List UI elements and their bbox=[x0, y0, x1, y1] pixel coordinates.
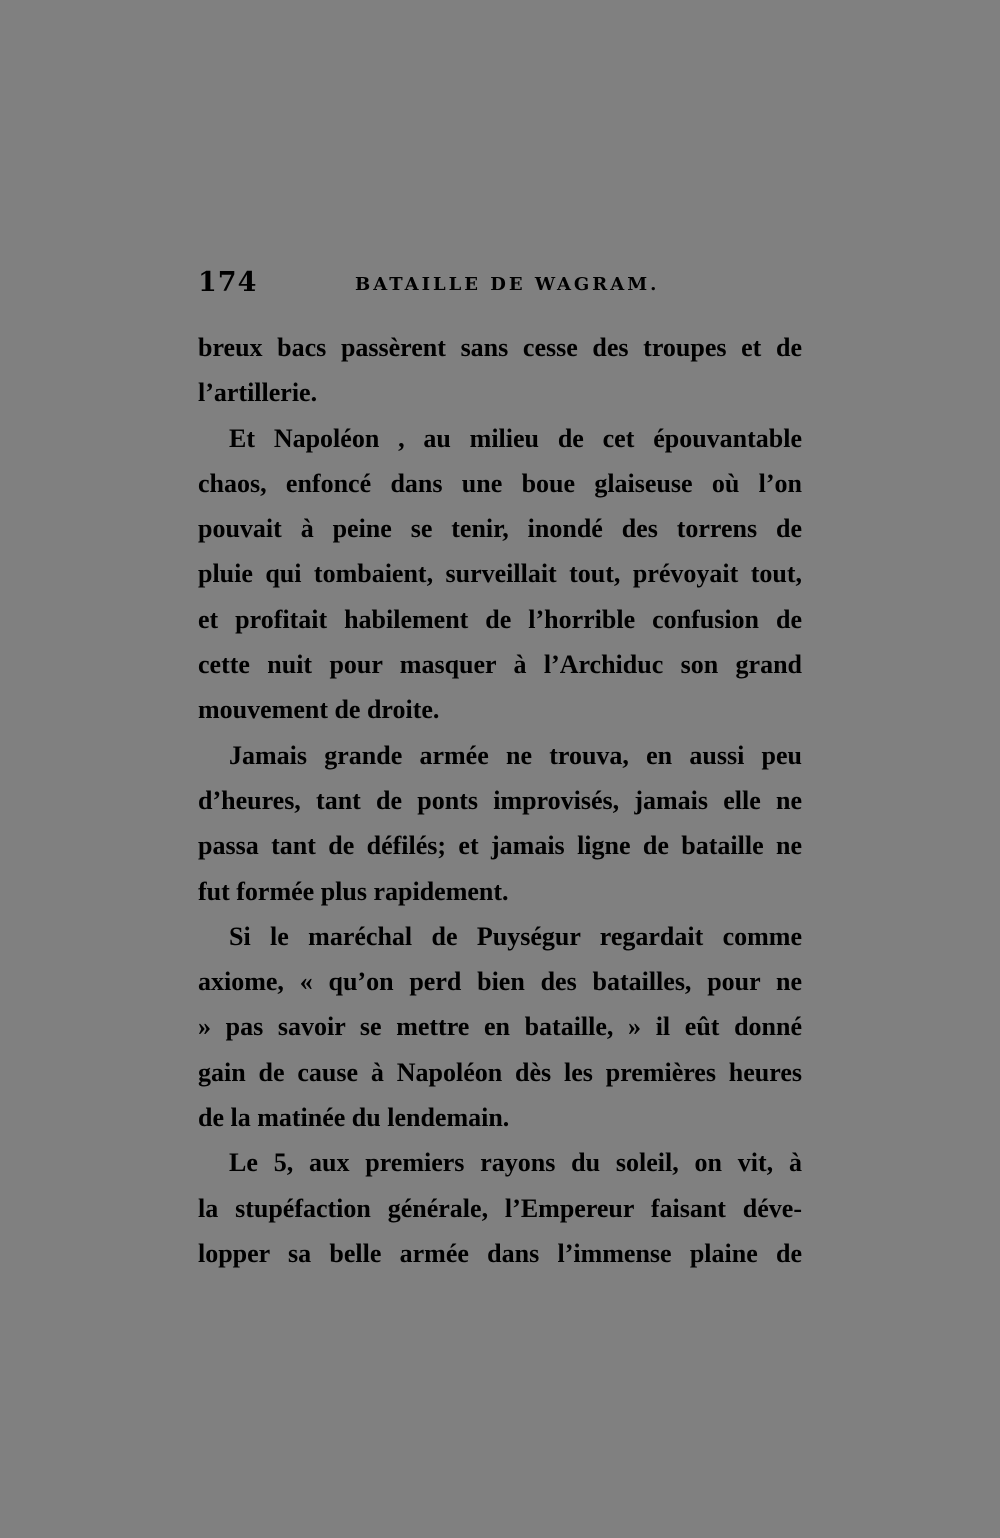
text-line: passa tant de défilés; et jamais ligne de bataille ne bbox=[198, 831, 802, 861]
text-line: pouvait à peine se tenir, inondé des torrens de bbox=[198, 514, 802, 544]
body-text bbox=[198, 325, 802, 1276]
text-line: et profitait habilement de l’horrible confusion de bbox=[198, 604, 802, 634]
running-title: BATAILLE DE WAGRAM. bbox=[355, 274, 660, 295]
text-line: » pas savoir se mettre en bataille, » il eût donné bbox=[198, 1012, 802, 1042]
text-line: gain de cause à Napoléon dès les premières heures bbox=[198, 1057, 802, 1087]
text-line: axiome, « qu’on perd bien des batailles, pour ne bbox=[198, 967, 802, 997]
text-line: Et Napoléon , au milieu de cet épouvantable bbox=[229, 423, 802, 453]
running-head bbox=[198, 262, 802, 302]
page-number: 174 bbox=[198, 267, 258, 298]
text-line: la stupéfaction générale, l’Empereur faisant déve- bbox=[198, 1193, 802, 1223]
text-line: d’heures, tant de ponts improvisés, jamais elle ne bbox=[198, 785, 802, 815]
text-line: chaos, enfoncé dans une boue glaiseuse où l’on bbox=[198, 468, 802, 498]
text-line: Le 5, aux premiers rayons du soleil, on vit, à bbox=[229, 1148, 802, 1178]
text-line: cette nuit pour masquer à l’Archiduc son grand bbox=[198, 650, 802, 680]
text-line: Si le maréchal de Puységur regardait comme bbox=[229, 921, 802, 951]
text-line: de la matinée du lendemain. bbox=[198, 1103, 510, 1133]
text-line: fut formée plus rapidement. bbox=[198, 876, 509, 906]
text-line: mouvement de droite. bbox=[198, 695, 440, 725]
text-line: pluie qui tombaient, surveillait tout, prévoyait tout, bbox=[198, 559, 802, 589]
text-line: breux bacs passèrent sans cesse des troupes et de bbox=[198, 333, 802, 362]
text-line: lopper sa belle armée dans l’immense plaine de bbox=[198, 1238, 802, 1268]
text-line: Jamais grande armée ne trouva, en aussi peu bbox=[229, 740, 802, 770]
text-line: l’artillerie. bbox=[198, 378, 318, 408]
